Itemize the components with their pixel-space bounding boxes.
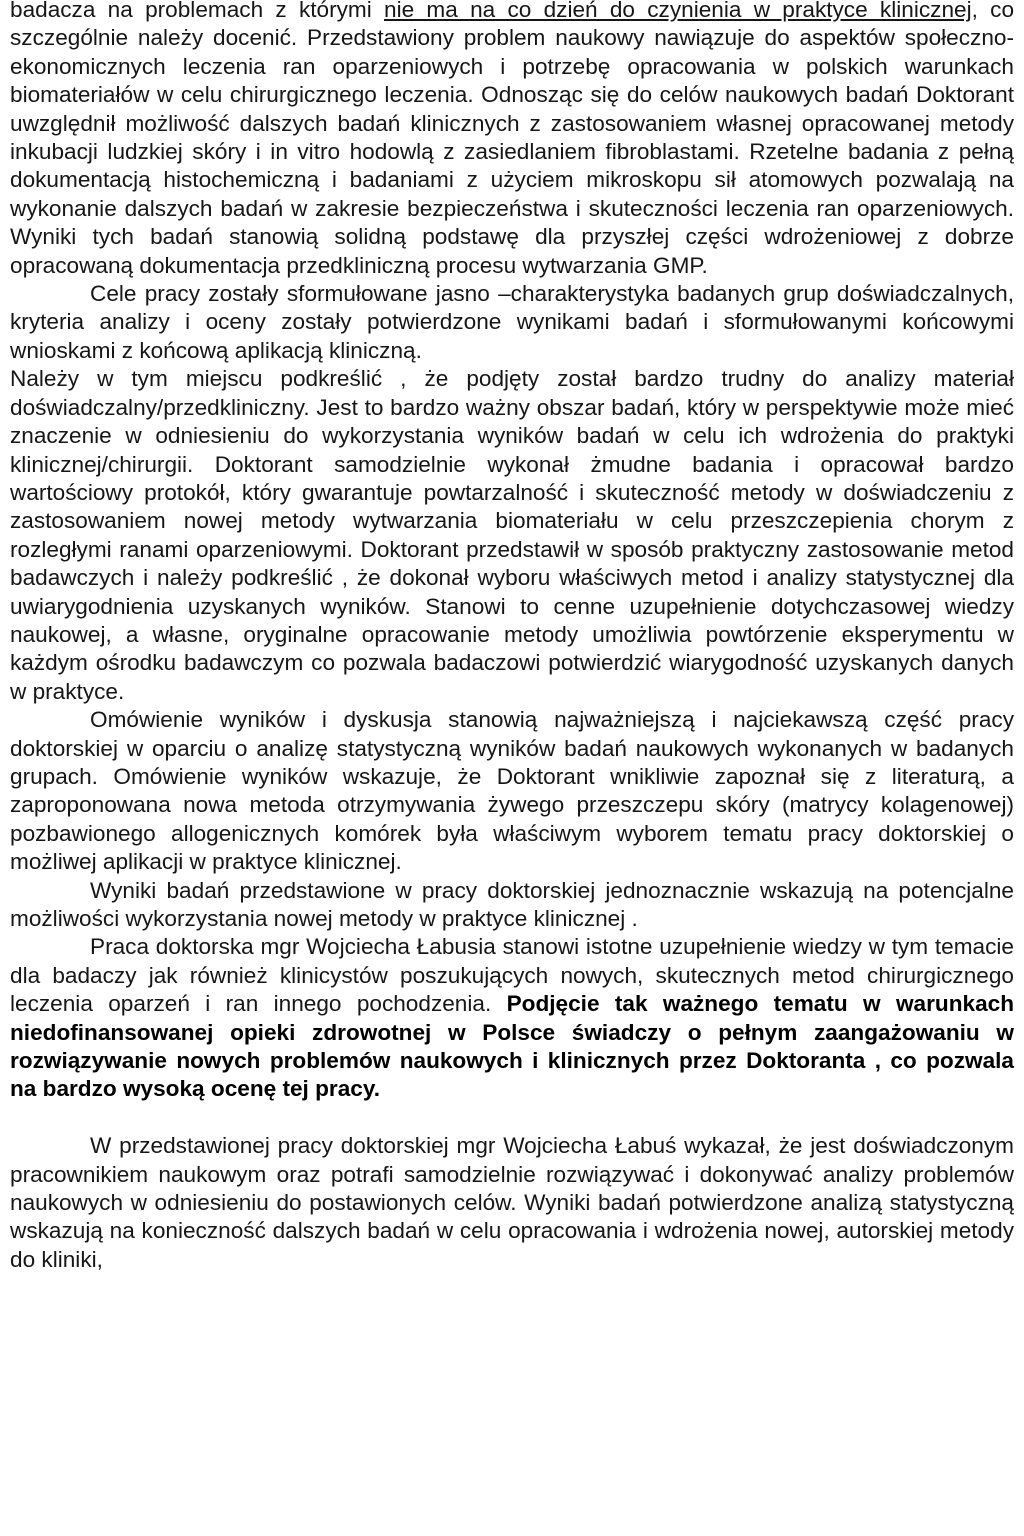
paragraph-6 [10, 933, 1014, 1103]
paragraph-5: Wyniki badań przedstawione w pracy doktorskiej jednoznacznie wskazują na potencjalne możliwości wykorzystania nowej metody w praktyce klinicznej . [10, 877, 1014, 931]
paragraph-6-bold-conclusion: Podjęcie tak ważnego tematu w warunkach niedofinansowanej opieki zdrowotnej w Polsce świadczy o pełnym zaangażowaniu w rozwiązywanie nowych problemów naukowych i klinicznych przez Doktoranta , co pozwala na bardzo wysoką ocenę tej pracy. [10, 991, 1015, 1102]
underlined-phrase: nie ma na co dzień do czynienia w praktyce klinicznej [384, 0, 972, 22]
paragraph-7: W przedstawionej pracy doktorskiej mgr Wojciecha Łabuś wykazał, że jest doświadczonym pracownikiem naukowym oraz potrafi samodzielnie rozwiązywać i dokonywać analizy problemów naukowych w odniesieniu do postawionych celów. Wyniki badań potwierdzone analizą statystyczną wskazują na konieczność dalszych badań w celu opracowania i wdrożenia nowej, autorskiej metody do kliniki, [10, 1133, 1014, 1272]
paragraph-1 [10, 0, 1014, 280]
paragraph-4: Omówienie wyników i dyskusja stanowią najważniejszą i najciekawszą część pracy doktorskiej w oparciu o analizę statystyczną wyników badań naukowych wykonanych w badanych grupach. Omówienie wyników wskazuje, że Doktorant wnikliwie zapoznał się z literaturą, a zaproponowana nowa metoda otrzymywania żywego przeszczepu skóry (matrycy kolagenowej) pozbawionego allogenicznych komórek była właściwym wyborem tematu pracy doktorskiej o możliwej aplikacji w praktyce klinicznej. [10, 707, 1014, 875]
paragraph-6-text: Praca doktorska mgr Wojciecha Łabusia stanowi istotne uzupełnienie wiedzy w tym temacie dla badaczy jak również klinicystów poszukujących nowych, skutecznych metod chirurgicznego leczenia oparzeń i ran innego pochodzenia. [10, 934, 1014, 1017]
paragraph-2: Cele pracy zostały sformułowane jasno –charakterystyka badanych grup doświadczalnych, kryteria analizy i oceny zostały potwierdzone wynikami badań i sformułowanymi końcowymi wnioskami z końcową aplikacją kliniczną. [10, 281, 1014, 363]
document-page [10, 0, 1014, 1274]
paragraph-1-start: badacza na problemach z którymi [10, 0, 385, 22]
paragraph-1-rest: , co szczególnie należy docenić. Przedstawiony problem naukowy nawiązuje do aspektów społeczno-ekonomicznych leczenia ran oparzeniowych i potrzebę opracowania w polskich warunkach biomateriałów w celu chirurgicznego leczenia. Odnosząc się do celów naukowych badań Doktorant uwzględnił możliwość dalszych badań klinicznych z zastosowaniem własnej opracowanej metody inkubacji ludzkiej skóry i in vitro hodowlą z zasiedlaniem fibroblastami. Rzetelne badania z pełną dokumentacją histochemiczną i badaniami z użyciem mikroskopu sił atomowych pozwalają na wykonanie dalszych badań w zakresie bezpieczeństwa i skuteczności leczenia ran oparzeniowych. Wyniki tych badań stanowią solidną podstawę dla przyszłej części wdrożeniowej z dobrze opracowaną dokumentacja przedkliniczną procesu wytwarzania GMP. [10, 0, 1015, 278]
paragraph-3: Należy w tym miejscu podkreślić , że podjęty został bardzo trudny do analizy materiał doświadczalny/przedkliniczny. Jest to bardzo ważny obszar badań, który w perspektywie może mieć znaczenie w odniesieniu do wykorzystania wyników badań w celu ich wdrożenia do praktyki klinicznej/chirurgii. Doktorant samodzielnie wykonał żmudne badania i opracował bardzo wartościowy protokół, który gwarantuje powtarzalność i skuteczność metody w doświadczeniu z zastosowaniem nowej metody wytwarzania biomateriału w celu przeszczepienia chorym z rozległymi ranami oparzeniowymi. Doktorant przedstawił w sposób praktyczny zastosowanie metod badawczych i należy podkreślić , że dokonał wyboru właściwych metod i analizy statystycznej dla uwiarygodnienia uzyskanych wyników. Stanowi to cenne uzupełnienie dotychczasowej wiedzy naukowej, a własne, oryginalne opracowanie metody umożliwia powtórzenie eksperymentu w każdym ośrodku badawczym co pozwala badaczowi potwierdzić wiarygodność uzyskanych danych w praktyce. [10, 366, 1014, 704]
